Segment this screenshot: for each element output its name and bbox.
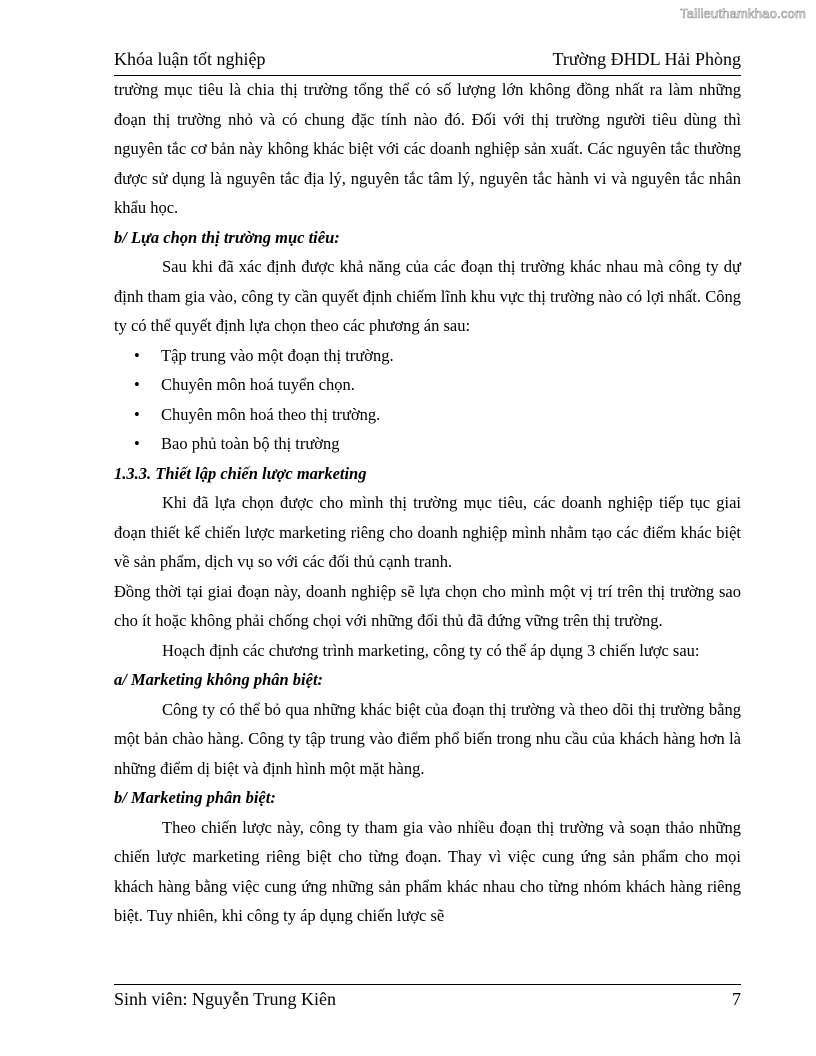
paragraph-6: Công ty có thể bỏ qua những khác biệt của đoạn thị trường và theo dõi thị trường bằng một bản chào hàng. Công ty tập trung vào điểm phổ biến trong nhu cầu của khách hàng hơn là những điểm dị biệt và định hình một mặt hàng.	[114, 699, 741, 778]
heading-a-undifferentiated: a/ Marketing không phân biệt:	[114, 670, 324, 689]
page-footer	[114, 984, 741, 1010]
heading-1-3-3: 1.3.3. Thiết lập chiến lược marketing	[114, 463, 367, 483]
list-item	[114, 341, 741, 371]
heading-b-target-market: b/ Lựa chọn thị trường mục tiêu:	[114, 227, 340, 247]
watermark: Tailieuthamkhao.com	[680, 6, 806, 21]
page-header	[114, 48, 741, 76]
list-item-text: Tập trung vào một đoạn thị trường.	[161, 345, 394, 365]
paragraph-4: Đồng thời tại giai đoạn này, doanh nghiệp sẽ lựa chọn cho mình một vị trí trên thị trường sao cho ít hoặc không phải chống chọi với những đối thủ đã đứng vững trên thị trường.	[114, 581, 741, 630]
bullet-icon: •	[134, 434, 140, 453]
page-number: 7	[732, 989, 741, 1009]
bullet-icon: •	[134, 404, 140, 424]
heading-b-differentiated: b/ Marketing phân biệt:	[114, 788, 276, 807]
list-item-text: Chuyên môn hoá tuyển chọn.	[161, 375, 355, 394]
paragraph-3: Khi đã lựa chọn được cho mình thị trường mục tiêu, các doanh nghiệp tiếp tục giai đoạn thiết kế chiến lược marketing riêng cho doanh nghiệp mình nhằm tạo các điểm khác biệt về sản phẩm, dịch vụ so với các đối thủ cạnh tranh.	[114, 493, 741, 571]
paragraph-2: Sau khi đã xác định được khả năng của các đoạn thị trường khác nhau mà công ty dự định tham gia vào, công ty cần quyết định chiếm lĩnh khu vực thị trường nào có lợi nhất. Công ty có thể quyết định lựa chọn theo các phương án sau:	[114, 257, 741, 335]
paragraph-1: trường mục tiêu là chia thị trường tổng thể có số lượng lớn không đồng nhất ra làm những đoạn thị trường nhỏ và có chung đặc tính nào đó. Đối với thị trường người tiêu dùng thì nguyên tắc cơ bản này không khác biệt với các doanh nghiệp sản xuất. Các nguyên tắc thường được sử dụng là nguyên tắc địa lý, nguyên tắc tâm lý, nguyên tắc hành vi và nguyên tắc nhân khẩu học.	[114, 80, 741, 217]
page-content	[114, 75, 741, 931]
paragraph-7: Theo chiến lược này, công ty tham gia vào nhiều đoạn thị trường và soạn thảo những chiến lược marketing riêng biệt cho từng đoạn. Thay vì việc cung ứng sản phẩm cho mọi khách hàng bằng việc cung ứng những sản phẩm khác nhau cho từng nhóm khách hàng riêng biệt. Tuy nhiên, khi công ty áp dụng chiến lược sẽ	[114, 817, 741, 925]
list-item	[114, 429, 741, 459]
paragraph-5: Hoạch định các chương trình marketing, công ty có thể áp dụng 3 chiến lược sau:	[162, 640, 700, 660]
list-item	[114, 370, 741, 400]
list-item	[114, 400, 741, 430]
list-item-text: Chuyên môn hoá theo thị trường.	[161, 404, 381, 424]
option-list	[114, 341, 741, 459]
bullet-icon: •	[134, 375, 140, 394]
header-right-title: Trường ĐHDL Hải Phòng	[552, 49, 741, 69]
footer-student-name: Sinh viên: Nguyễn Trung Kiên	[114, 989, 337, 1009]
header-left-title: Khóa luận tốt nghiệp	[114, 49, 266, 69]
bullet-icon: •	[134, 345, 140, 365]
list-item-text: Bao phủ toàn bộ thị trường	[161, 434, 340, 453]
